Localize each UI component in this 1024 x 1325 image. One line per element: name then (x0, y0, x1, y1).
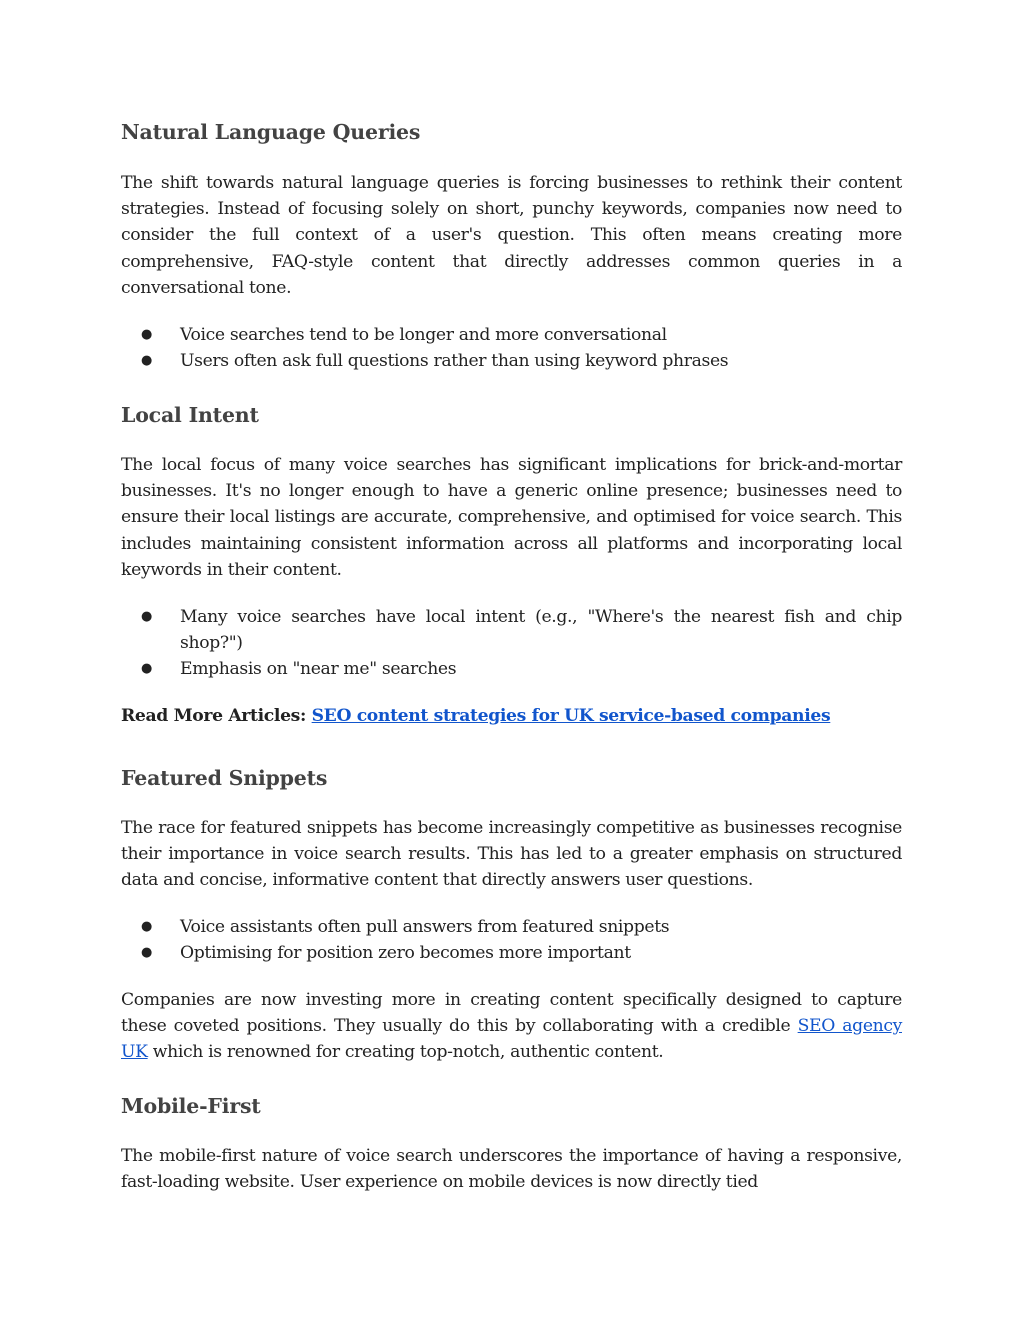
list-item (121, 322, 902, 348)
bullet-icon: ● (141, 945, 152, 961)
list-item (121, 348, 902, 374)
list-item-text: Users often ask full questions rather than using keyword phrases (180, 351, 729, 372)
bullet-icon: ● (141, 327, 152, 342)
bullet-icon: ● (141, 661, 152, 677)
bullet-icon: ● (141, 609, 152, 624)
list-item (121, 656, 902, 682)
bullet-list-natural (121, 322, 902, 374)
paragraph-text-after-link: which is renowned for creating top-notch, authentic content. (147, 1042, 664, 1063)
list-item (121, 914, 902, 940)
paragraph-natural-language: The shift towards natural language queries is forcing businesses to rethink their content strategies. Instead of focusing solely on short, punchy keywords, companies now need to consider the full context of a user's question. This often means creating more comprehensive, FAQ-style content that directly addresses common queries in a conversational tone. (121, 173, 902, 298)
paragraph-text-before-link: Companies are now investing more in creating content specifically designed to capture these coveted positions. They usually do this by collaborating with a credible (121, 990, 902, 1037)
bullet-list-featured (121, 914, 902, 966)
heading-local-intent: Local Intent (121, 403, 259, 427)
bullet-list-local (121, 604, 902, 683)
paragraph-featured-companies (121, 987, 902, 1066)
paragraph-local-intent: The local focus of many voice searches has significant implications for brick-and-mortar businesses. It's no longer enough to have a generic online presence; businesses need to ensure their local listings are accurate, comprehensive, and optimised for voice search. This includes maintaining consistent information across all platforms and incorporating local keywords in their content. (121, 455, 902, 580)
heading-mobile-first: Mobile-First (121, 1094, 261, 1118)
heading-featured-snippets: Featured Snippets (121, 766, 328, 790)
list-item-text: Optimising for position zero becomes more important (180, 943, 631, 964)
paragraph-featured-snippets: The race for featured snippets has become increasingly competitive as businesses recognise their importance in voice search results. This has led to a greater emphasis on structured data and concise, informative content that directly answers user questions. (121, 818, 902, 891)
read-more-label: Read More Articles: (121, 706, 306, 726)
seo-agency-link[interactable]: SEO agency UK (121, 1016, 902, 1063)
list-item-text: Many voice searches have local intent (e.g., "Where's the nearest fish and chip shop?") (180, 607, 902, 654)
list-item-text: Voice assistants often pull answers from featured snippets (180, 917, 670, 937)
list-item-text: Emphasis on "near me" searches (180, 659, 457, 680)
list-item (121, 604, 902, 656)
paragraph-mobile-first: The mobile-first nature of voice search underscores the importance of having a responsive, fast-loading website. User experience on mobile devices is now directly tied (121, 1146, 902, 1193)
bullet-icon: ● (141, 353, 152, 369)
list-item-text: Voice searches tend to be longer and more conversational (180, 325, 667, 345)
list-item (121, 940, 902, 966)
heading-natural-language-queries: Natural Language Queries (121, 120, 421, 144)
bullet-icon: ● (141, 919, 152, 934)
read-more-link[interactable]: SEO content strategies for UK service-based companies (311, 706, 831, 726)
read-more-line (121, 703, 902, 729)
